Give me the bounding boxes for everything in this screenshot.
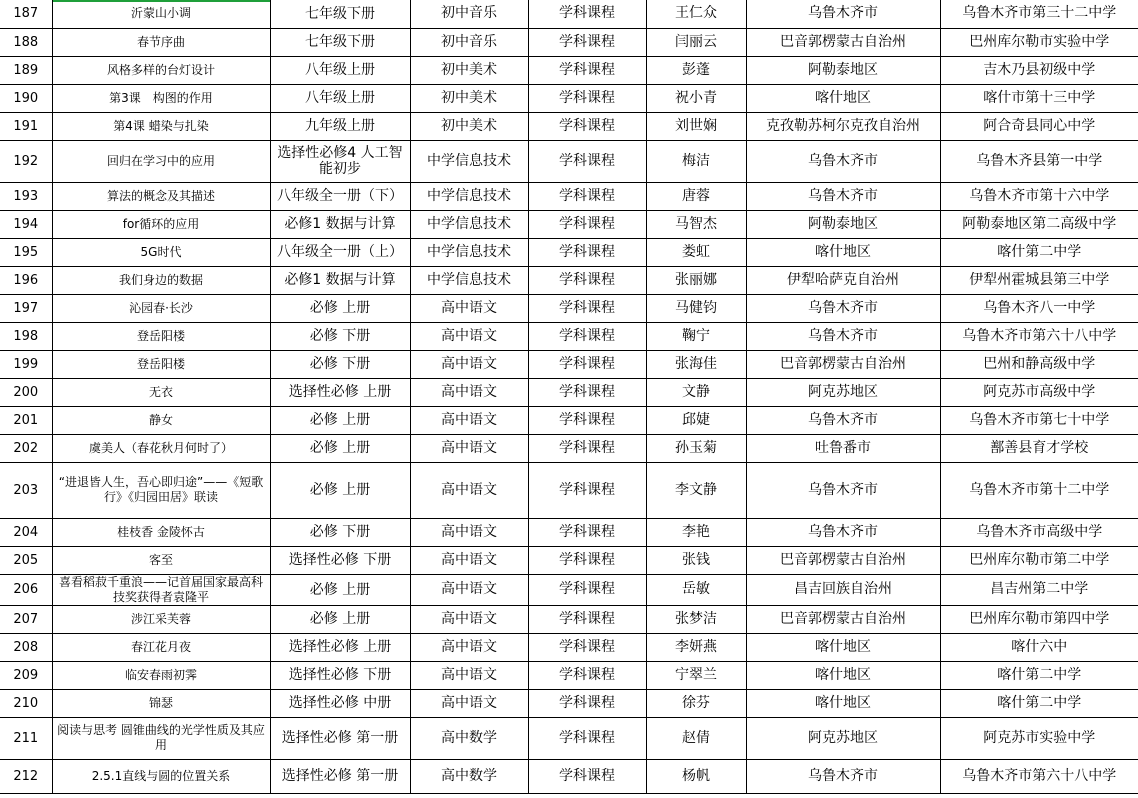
lesson-title-cell[interactable]: 风格多样的台灯设计 <box>52 56 270 84</box>
grade-volume-cell[interactable]: 选择性必修 下册 <box>270 661 410 689</box>
row-number-cell[interactable]: 189 <box>0 56 52 84</box>
grade-volume-cell[interactable]: 七年级下册 <box>270 28 410 56</box>
row-number-cell[interactable]: 188 <box>0 28 52 56</box>
grade-volume-cell[interactable]: 选择性必修 第一册 <box>270 759 410 793</box>
table-row <box>0 434 1138 462</box>
row-number-cell[interactable]: 196 <box>0 266 52 294</box>
grade-volume-cell[interactable]: 八年级全一册（上） <box>270 238 410 266</box>
teacher-cell[interactable]: 马健钧 <box>646 294 746 322</box>
subject-cell[interactable]: 中学信息技术 <box>410 182 528 210</box>
row-number-cell[interactable]: 209 <box>0 661 52 689</box>
region-cell[interactable]: 吐鲁番市 <box>746 434 940 462</box>
region-cell[interactable]: 喀什地区 <box>746 633 940 661</box>
school-cell[interactable]: 巴州库尔勒市实验中学 <box>940 28 1138 56</box>
table-row <box>0 56 1138 84</box>
subject-cell[interactable]: 中学信息技术 <box>410 238 528 266</box>
teacher-cell[interactable]: 王仁众 <box>646 0 746 28</box>
subject-cell[interactable]: 中学信息技术 <box>410 266 528 294</box>
table-row <box>0 182 1138 210</box>
teacher-cell[interactable]: 刘世娴 <box>646 112 746 140</box>
row-number-cell[interactable]: 193 <box>0 182 52 210</box>
region-cell[interactable]: 喀什地区 <box>746 84 940 112</box>
lesson-title-cell[interactable]: 沁园春·长沙 <box>52 294 270 322</box>
school-cell[interactable]: 昌吉州第二中学 <box>940 574 1138 605</box>
subject-cell[interactable]: 初中音乐 <box>410 0 528 28</box>
table-row <box>0 266 1138 294</box>
teacher-cell[interactable]: 杨帆 <box>646 759 746 793</box>
teacher-cell[interactable]: 徐芬 <box>646 689 746 717</box>
school-cell[interactable]: 阿克苏市高级中学 <box>940 378 1138 406</box>
table-row <box>0 574 1138 605</box>
row-number-cell[interactable]: 191 <box>0 112 52 140</box>
grade-volume-cell[interactable]: 选择性必修 第一册 <box>270 717 410 759</box>
table-row <box>0 140 1138 182</box>
row-number-cell[interactable]: 211 <box>0 717 52 759</box>
lesson-title-cell[interactable]: 锦瑟 <box>52 689 270 717</box>
teacher-cell[interactable]: 娄虹 <box>646 238 746 266</box>
course-type-cell[interactable]: 学科课程 <box>528 84 646 112</box>
grade-volume-cell[interactable]: 选择性必修 中册 <box>270 689 410 717</box>
grade-volume-cell[interactable]: 必修1 数据与计算 <box>270 266 410 294</box>
grade-volume-cell[interactable]: 必修 上册 <box>270 434 410 462</box>
grade-volume-cell[interactable]: 必修 上册 <box>270 574 410 605</box>
region-cell[interactable]: 乌鲁木齐市 <box>746 406 940 434</box>
course-type-cell[interactable]: 学科课程 <box>528 56 646 84</box>
table-row <box>0 406 1138 434</box>
school-cell[interactable]: 喀什市第十三中学 <box>940 84 1138 112</box>
subject-cell[interactable]: 初中美术 <box>410 56 528 84</box>
school-cell[interactable]: 鄯善县育才学校 <box>940 434 1138 462</box>
row-number-cell[interactable]: 187 <box>0 0 52 28</box>
grade-volume-cell[interactable]: 必修 上册 <box>270 294 410 322</box>
lesson-title-cell[interactable]: 静女 <box>52 406 270 434</box>
subject-cell[interactable]: 中学信息技术 <box>410 210 528 238</box>
table-row <box>0 0 1138 28</box>
course-type-cell[interactable]: 学科课程 <box>528 574 646 605</box>
row-number-cell[interactable]: 204 <box>0 518 52 546</box>
grade-volume-cell[interactable]: 九年级上册 <box>270 112 410 140</box>
teacher-cell[interactable]: 岳敏 <box>646 574 746 605</box>
lesson-title-cell[interactable]: 喜看稻菽千重浪——记首届国家最高科技奖获得者袁隆平 <box>52 574 270 605</box>
lesson-title-cell[interactable]: 沂蒙山小调 <box>52 0 270 28</box>
table-row <box>0 294 1138 322</box>
school-cell[interactable]: 伊犁州霍城县第三中学 <box>940 266 1138 294</box>
school-cell[interactable]: 喀什第二中学 <box>940 661 1138 689</box>
lesson-title-cell[interactable]: 算法的概念及其描述 <box>52 182 270 210</box>
subject-cell[interactable]: 高中语文 <box>410 574 528 605</box>
course-type-cell[interactable]: 学科课程 <box>528 140 646 182</box>
grade-volume-cell[interactable]: 必修 上册 <box>270 462 410 518</box>
course-type-cell[interactable]: 学科课程 <box>528 322 646 350</box>
subject-cell[interactable]: 初中音乐 <box>410 28 528 56</box>
course-type-cell[interactable]: 学科课程 <box>528 406 646 434</box>
lesson-title-cell[interactable]: 登岳阳楼 <box>52 350 270 378</box>
school-cell[interactable]: 乌鲁木齐市第六十八中学 <box>940 759 1138 793</box>
subject-cell[interactable]: 中学信息技术 <box>410 140 528 182</box>
lesson-title-cell[interactable]: 第3课 构图的作用 <box>52 84 270 112</box>
table-row <box>0 717 1138 759</box>
subject-cell[interactable]: 高中语文 <box>410 350 528 378</box>
school-cell[interactable]: 乌鲁木齐市第十二中学 <box>940 462 1138 518</box>
course-type-cell[interactable]: 学科课程 <box>528 28 646 56</box>
row-number-cell[interactable]: 197 <box>0 294 52 322</box>
course-type-cell[interactable]: 学科课程 <box>528 434 646 462</box>
course-type-cell[interactable]: 学科课程 <box>528 350 646 378</box>
school-cell[interactable]: 吉木乃县初级中学 <box>940 56 1138 84</box>
region-cell[interactable]: 喀什地区 <box>746 661 940 689</box>
course-type-cell[interactable]: 学科课程 <box>528 112 646 140</box>
lesson-title-cell[interactable]: 无衣 <box>52 378 270 406</box>
row-number-cell[interactable]: 190 <box>0 84 52 112</box>
table-row <box>0 689 1138 717</box>
school-cell[interactable]: 喀什第二中学 <box>940 238 1138 266</box>
school-cell[interactable]: 乌鲁木齐市第六十八中学 <box>940 322 1138 350</box>
lesson-title-cell[interactable]: 我们身边的数据 <box>52 266 270 294</box>
school-cell[interactable]: 乌鲁木齐县第一中学 <box>940 140 1138 182</box>
course-type-cell[interactable]: 学科课程 <box>528 0 646 28</box>
teacher-cell[interactable]: 邱婕 <box>646 406 746 434</box>
lesson-title-cell[interactable]: 阅读与思考 圆锥曲线的光学性质及其应用 <box>52 717 270 759</box>
grade-volume-cell[interactable]: 八年级上册 <box>270 84 410 112</box>
row-number-cell[interactable]: 210 <box>0 689 52 717</box>
row-number-cell[interactable]: 205 <box>0 546 52 574</box>
lesson-title-cell[interactable]: 涉江采芙蓉 <box>52 605 270 633</box>
course-type-cell[interactable]: 学科课程 <box>528 378 646 406</box>
row-number-cell[interactable]: 195 <box>0 238 52 266</box>
grade-volume-cell[interactable]: 必修1 数据与计算 <box>270 210 410 238</box>
region-cell[interactable]: 巴音郭楞蒙古自治州 <box>746 546 940 574</box>
school-cell[interactable]: 巴州库尔勒市第四中学 <box>940 605 1138 633</box>
lesson-title-cell[interactable]: 春江花月夜 <box>52 633 270 661</box>
region-cell[interactable]: 乌鲁木齐市 <box>746 462 940 518</box>
table-row <box>0 322 1138 350</box>
teacher-cell[interactable]: 祝小青 <box>646 84 746 112</box>
teacher-cell[interactable]: 李艳 <box>646 518 746 546</box>
teacher-cell[interactable]: 马智杰 <box>646 210 746 238</box>
course-type-cell[interactable]: 学科课程 <box>528 294 646 322</box>
course-type-cell[interactable]: 学科课程 <box>528 182 646 210</box>
table-row <box>0 462 1138 518</box>
school-cell[interactable]: 乌鲁木齐八一中学 <box>940 294 1138 322</box>
region-cell[interactable]: 阿克苏地区 <box>746 717 940 759</box>
lesson-title-cell[interactable]: 回归在学习中的应用 <box>52 140 270 182</box>
table-row <box>0 546 1138 574</box>
course-type-cell[interactable]: 学科课程 <box>528 462 646 518</box>
course-type-cell[interactable]: 学科课程 <box>528 605 646 633</box>
grade-volume-cell[interactable]: 七年级下册 <box>270 0 410 28</box>
subject-cell[interactable]: 初中美术 <box>410 112 528 140</box>
course-type-cell[interactable]: 学科课程 <box>528 238 646 266</box>
region-cell[interactable]: 乌鲁木齐市 <box>746 759 940 793</box>
course-type-cell[interactable]: 学科课程 <box>528 210 646 238</box>
row-number-cell[interactable]: 207 <box>0 605 52 633</box>
course-type-cell[interactable]: 学科课程 <box>528 518 646 546</box>
table-row <box>0 28 1138 56</box>
course-type-cell[interactable]: 学科课程 <box>528 633 646 661</box>
subject-cell[interactable]: 高中语文 <box>410 518 528 546</box>
school-cell[interactable]: 乌鲁木齐市第三十二中学 <box>940 0 1138 28</box>
teacher-cell[interactable]: 鞠宁 <box>646 322 746 350</box>
lesson-title-cell[interactable]: 虞美人（春花秋月何时了） <box>52 434 270 462</box>
table-row <box>0 518 1138 546</box>
teacher-cell[interactable]: 赵倩 <box>646 717 746 759</box>
row-number-cell[interactable]: 194 <box>0 210 52 238</box>
region-cell[interactable]: 阿克苏地区 <box>746 378 940 406</box>
subject-cell[interactable]: 高中语文 <box>410 406 528 434</box>
lesson-title-cell[interactable]: 春节序曲 <box>52 28 270 56</box>
teacher-cell[interactable]: 张钱 <box>646 546 746 574</box>
grade-volume-cell[interactable]: 选择性必修 下册 <box>270 546 410 574</box>
subject-cell[interactable]: 高中语文 <box>410 633 528 661</box>
grade-volume-cell[interactable]: 选择性必修 上册 <box>270 633 410 661</box>
grade-volume-cell[interactable]: 必修 下册 <box>270 518 410 546</box>
subject-cell[interactable]: 高中语文 <box>410 462 528 518</box>
region-cell[interactable]: 巴音郭楞蒙古自治州 <box>746 605 940 633</box>
row-number-cell[interactable]: 203 <box>0 462 52 518</box>
table-row <box>0 210 1138 238</box>
school-cell[interactable]: 阿勒泰地区第二高级中学 <box>940 210 1138 238</box>
course-type-cell[interactable]: 学科课程 <box>528 661 646 689</box>
subject-cell[interactable]: 高中语文 <box>410 322 528 350</box>
course-type-cell[interactable]: 学科课程 <box>528 717 646 759</box>
lesson-title-cell[interactable]: 5G时代 <box>52 238 270 266</box>
course-type-cell[interactable]: 学科课程 <box>528 689 646 717</box>
school-cell[interactable]: 喀什第二中学 <box>940 689 1138 717</box>
lesson-title-cell[interactable]: “进退皆人生，吾心即归途”——《短歌行》《归园田居》联读 <box>52 462 270 518</box>
subject-cell[interactable]: 高中数学 <box>410 759 528 793</box>
grade-volume-cell[interactable]: 必修 上册 <box>270 605 410 633</box>
row-number-cell[interactable]: 202 <box>0 434 52 462</box>
grade-volume-cell[interactable]: 八年级全一册（下） <box>270 182 410 210</box>
subject-cell[interactable]: 高中语文 <box>410 689 528 717</box>
teacher-cell[interactable]: 文静 <box>646 378 746 406</box>
region-cell[interactable]: 阿勒泰地区 <box>746 210 940 238</box>
grade-volume-cell[interactable]: 必修 下册 <box>270 322 410 350</box>
region-cell[interactable]: 巴音郭楞蒙古自治州 <box>746 28 940 56</box>
row-number-cell[interactable]: 208 <box>0 633 52 661</box>
row-number-cell[interactable]: 206 <box>0 574 52 605</box>
region-cell[interactable]: 克孜勒苏柯尔克孜自治州 <box>746 112 940 140</box>
lesson-title-cell[interactable]: 桂枝香 金陵怀古 <box>52 518 270 546</box>
table-row <box>0 633 1138 661</box>
school-cell[interactable]: 乌鲁木齐市第十六中学 <box>940 182 1138 210</box>
teacher-cell[interactable]: 李妍燕 <box>646 633 746 661</box>
region-cell[interactable]: 乌鲁木齐市 <box>746 140 940 182</box>
school-cell[interactable]: 阿克苏市实验中学 <box>940 717 1138 759</box>
teacher-cell[interactable]: 张梦洁 <box>646 605 746 633</box>
school-cell[interactable]: 阿合奇县同心中学 <box>940 112 1138 140</box>
teacher-cell[interactable]: 张丽娜 <box>646 266 746 294</box>
subject-cell[interactable]: 高中数学 <box>410 717 528 759</box>
region-cell[interactable]: 阿勒泰地区 <box>746 56 940 84</box>
grade-volume-cell[interactable]: 选择性必修4 人工智能初步 <box>270 140 410 182</box>
school-cell[interactable]: 巴州和静高级中学 <box>940 350 1138 378</box>
table-row <box>0 84 1138 112</box>
row-number-cell[interactable]: 198 <box>0 322 52 350</box>
teacher-cell[interactable]: 唐蓉 <box>646 182 746 210</box>
table-row <box>0 759 1138 793</box>
teacher-cell[interactable]: 梅洁 <box>646 140 746 182</box>
region-cell[interactable]: 乌鲁木齐市 <box>746 322 940 350</box>
course-type-cell[interactable]: 学科课程 <box>528 759 646 793</box>
grade-volume-cell[interactable]: 必修 上册 <box>270 406 410 434</box>
row-number-cell[interactable]: 199 <box>0 350 52 378</box>
table-row <box>0 350 1138 378</box>
course-type-cell[interactable]: 学科课程 <box>528 546 646 574</box>
table-row <box>0 112 1138 140</box>
region-cell[interactable]: 昌吉回族自治州 <box>746 574 940 605</box>
subject-cell[interactable]: 高中语文 <box>410 294 528 322</box>
lesson-title-cell[interactable]: 第4课 蜡染与扎染 <box>52 112 270 140</box>
lesson-title-cell[interactable]: 登岳阳楼 <box>52 322 270 350</box>
school-cell[interactable]: 喀什六中 <box>940 633 1138 661</box>
teacher-cell[interactable]: 张海佳 <box>646 350 746 378</box>
teacher-cell[interactable]: 孙玉菊 <box>646 434 746 462</box>
row-number-cell[interactable]: 200 <box>0 378 52 406</box>
lesson-title-cell[interactable]: 临安春雨初霁 <box>52 661 270 689</box>
subject-cell[interactable]: 高中语文 <box>410 605 528 633</box>
region-cell[interactable]: 伊犁哈萨克自治州 <box>746 266 940 294</box>
teacher-cell[interactable]: 宁翠兰 <box>646 661 746 689</box>
grade-volume-cell[interactable]: 选择性必修 上册 <box>270 378 410 406</box>
table-row <box>0 378 1138 406</box>
grade-volume-cell[interactable]: 必修 下册 <box>270 350 410 378</box>
region-cell[interactable]: 乌鲁木齐市 <box>746 294 940 322</box>
teacher-cell[interactable]: 彭蓬 <box>646 56 746 84</box>
row-number-cell[interactable]: 201 <box>0 406 52 434</box>
row-number-cell[interactable]: 192 <box>0 140 52 182</box>
region-cell[interactable]: 喀什地区 <box>746 689 940 717</box>
table-row <box>0 238 1138 266</box>
region-cell[interactable]: 巴音郭楞蒙古自治州 <box>746 350 940 378</box>
teacher-cell[interactable]: 李文静 <box>646 462 746 518</box>
course-type-cell[interactable]: 学科课程 <box>528 266 646 294</box>
region-cell[interactable]: 乌鲁木齐市 <box>746 518 940 546</box>
lesson-title-cell[interactable]: for循环的应用 <box>52 210 270 238</box>
school-cell[interactable]: 巴州库尔勒市第二中学 <box>940 546 1138 574</box>
lesson-title-cell[interactable]: 客至 <box>52 546 270 574</box>
teacher-cell[interactable]: 闫丽云 <box>646 28 746 56</box>
subject-cell[interactable]: 初中美术 <box>410 84 528 112</box>
school-cell[interactable]: 乌鲁木齐市高级中学 <box>940 518 1138 546</box>
grade-volume-cell[interactable]: 八年级上册 <box>270 56 410 84</box>
subject-cell[interactable]: 高中语文 <box>410 546 528 574</box>
row-number-cell[interactable]: 212 <box>0 759 52 793</box>
table-row <box>0 605 1138 633</box>
region-cell[interactable]: 乌鲁木齐市 <box>746 182 940 210</box>
school-cell[interactable]: 乌鲁木齐市第七十中学 <box>940 406 1138 434</box>
subject-cell[interactable]: 高中语文 <box>410 661 528 689</box>
subject-cell[interactable]: 高中语文 <box>410 378 528 406</box>
lesson-title-cell[interactable]: 2.5.1直线与圆的位置关系 <box>52 759 270 793</box>
region-cell[interactable]: 乌鲁木齐市 <box>746 0 940 28</box>
table-row <box>0 661 1138 689</box>
region-cell[interactable]: 喀什地区 <box>746 238 940 266</box>
subject-cell[interactable]: 高中语文 <box>410 434 528 462</box>
